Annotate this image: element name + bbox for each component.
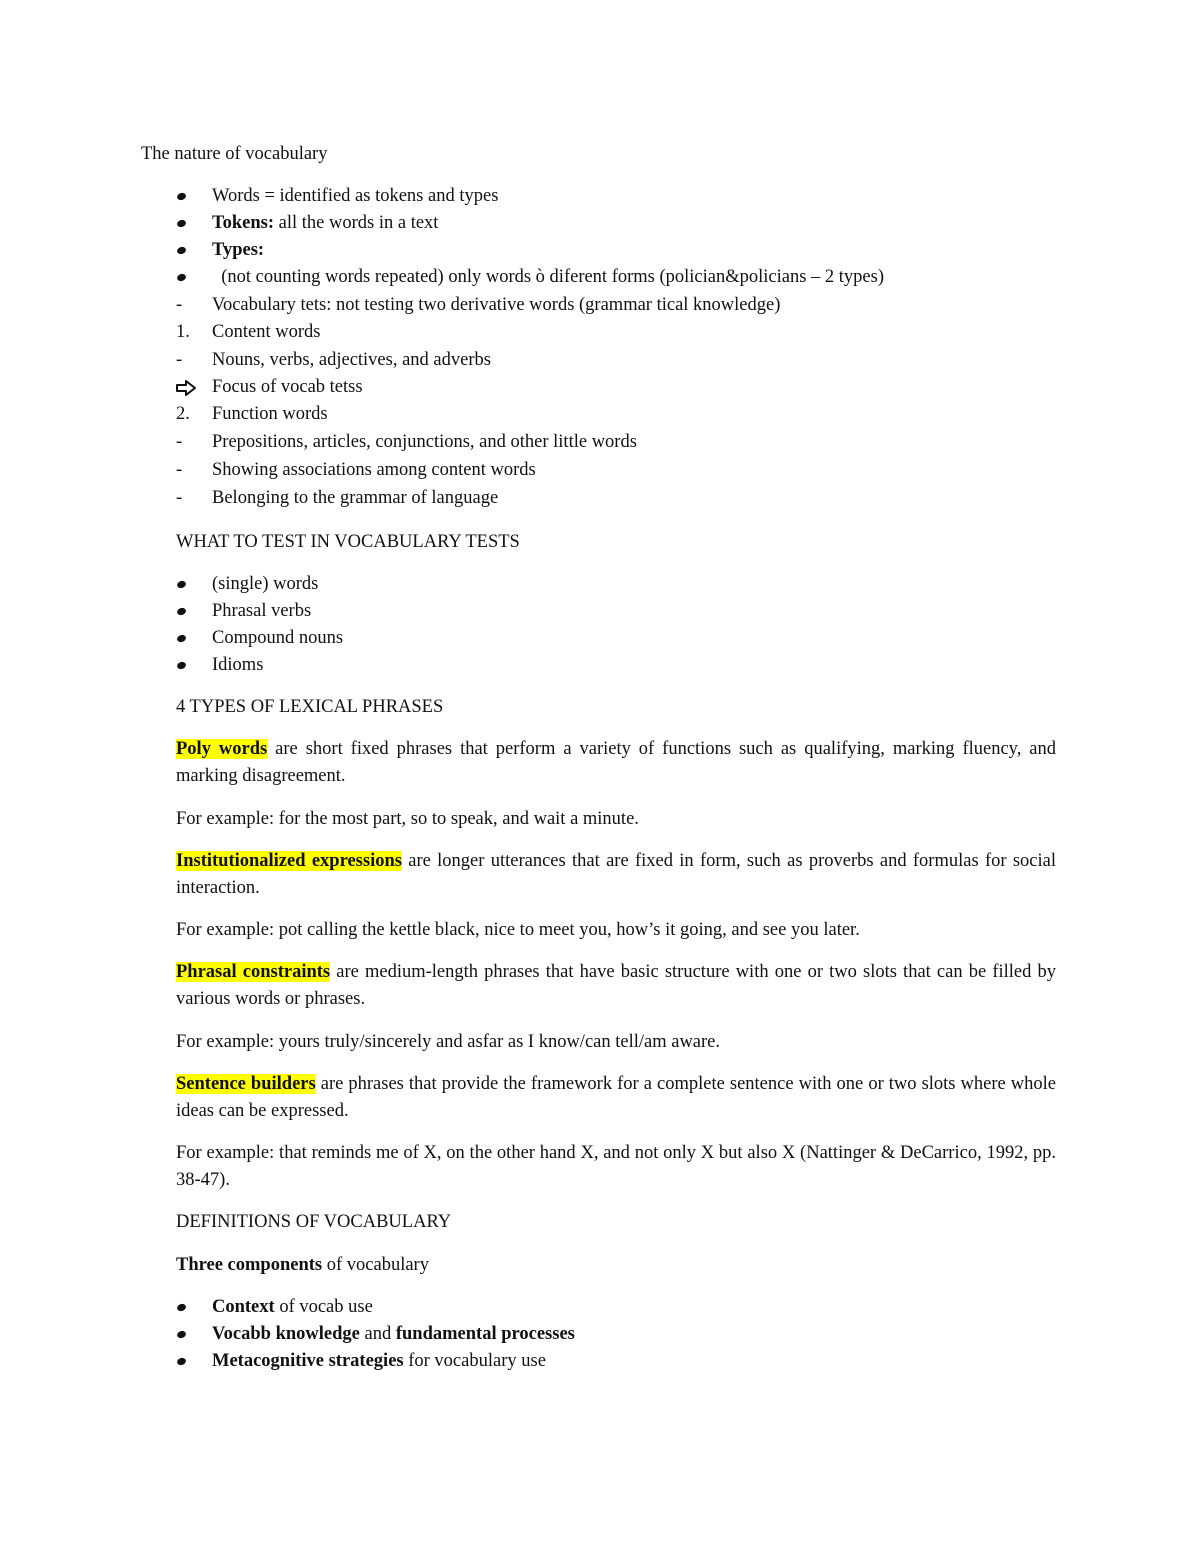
document-page: The nature of vocabulary Words = identified as tokens and types Tokens: all the words in a text Types: (not counting words repeated) only words ò diferent forms (polician&policians – 2 types) - Vocabulary tets: not testing two derivative words (grammar tical knowledge) 1. Content words - Nouns, verbs, adjectives, and adverbs Focus of vocab tetss 2. Function words - Prepositions, articles, conjunctions, and other little words - Showing associations among content words - Belonging to the grammar of language WHAT TO TEST IN VOCABULARY TESTS (single) words Phrasal verbs Compound nouns Idioms 4 TYPES OF LEXICAL PHRASES Poly words are short fixed phrases that perform a variety of functions such as qualifying, marking fluency, and marking disagreement. For example: for the most part, so to speak, and wait a minute. Institutionalized expressions are longer utterances that are fixed in form, such as proverbs and formulas for social interaction. For example: pot calling the kettle black, nice to meet you, how’s it going, and see you later. Phrasal constraints are medium-length phrases that have basic structure with one or two slots that can be filled by various words or phrases. For example: yours truly/sincerely and asfar as I know/can tell/am aware. Sentence builders are phrases that provide the framework for a complete sentence with one or two slots where whole ideas can be expressed. For example: that reminds me of X, on the other hand X, and not only X but also X (Nattinger & DeCarrico, 1992, pp. 38-47). DEFINITIONS OF VOCABULARY Three components of vocabulary Context of vocab use Vocabb knowledge and fundamental processes Metacognitive strategies for vocabulary use — [0, 0, 1200, 1553]
bullet-icon — [176, 598, 212, 625]
example-paragraph: For example: for the most part, so to speak, and wait a minute. — [176, 809, 639, 829]
definition-paragraph: Sentence builders are phrases that provide the framework for a complete sentence with one or two slots where whole ideas can be expressed. — [176, 1074, 1057, 1121]
section-heading: WHAT TO TEST IN VOCABULARY TESTS — [176, 532, 520, 552]
bullet-icon — [176, 1294, 212, 1321]
section-heading: DEFINITIONS OF VOCABULARY — [176, 1212, 452, 1232]
section-heading: 4 TYPES OF LEXICAL PHRASES — [176, 697, 444, 717]
example-paragraph: For example: that reminds me of X, on the other hand X, and not only X but also X (Nattinger & DeCarrico, 1992, pp. 38-47). — [176, 1143, 1056, 1190]
bullet-icon — [176, 571, 212, 598]
bullet-icon — [176, 237, 212, 264]
page-title: The nature of vocabulary — [141, 144, 328, 164]
arrow-right-icon — [176, 374, 212, 401]
definition-paragraph: Phrasal constraints are medium-length phrases that have basic structure with one or two slots that can be filled by various words or phrases. — [176, 962, 1057, 1009]
bullet-icon — [176, 210, 212, 237]
example-paragraph: For example: yours truly/sincerely and asfar as I know/can tell/am aware. — [176, 1032, 721, 1052]
bullet-icon — [176, 183, 212, 210]
definition-paragraph: Institutionalized expressions are longer utterances that are fixed in form, such as proverbs and formulas for social interaction. — [176, 851, 1057, 898]
definition-paragraph: Poly words are short fixed phrases that perform a variety of functions such as qualifying, marking fluency, and marking disagreement. — [176, 739, 1057, 786]
example-paragraph: For example: pot calling the kettle black, nice to meet you, how’s it going, and see you later. — [176, 920, 860, 940]
subheading: Three components of vocabulary — [176, 1255, 429, 1275]
bullet-icon — [176, 264, 212, 291]
bullet-icon — [176, 652, 212, 679]
bullet-icon — [176, 1321, 212, 1348]
bullet-icon — [176, 1348, 212, 1375]
bullet-icon — [176, 625, 212, 652]
